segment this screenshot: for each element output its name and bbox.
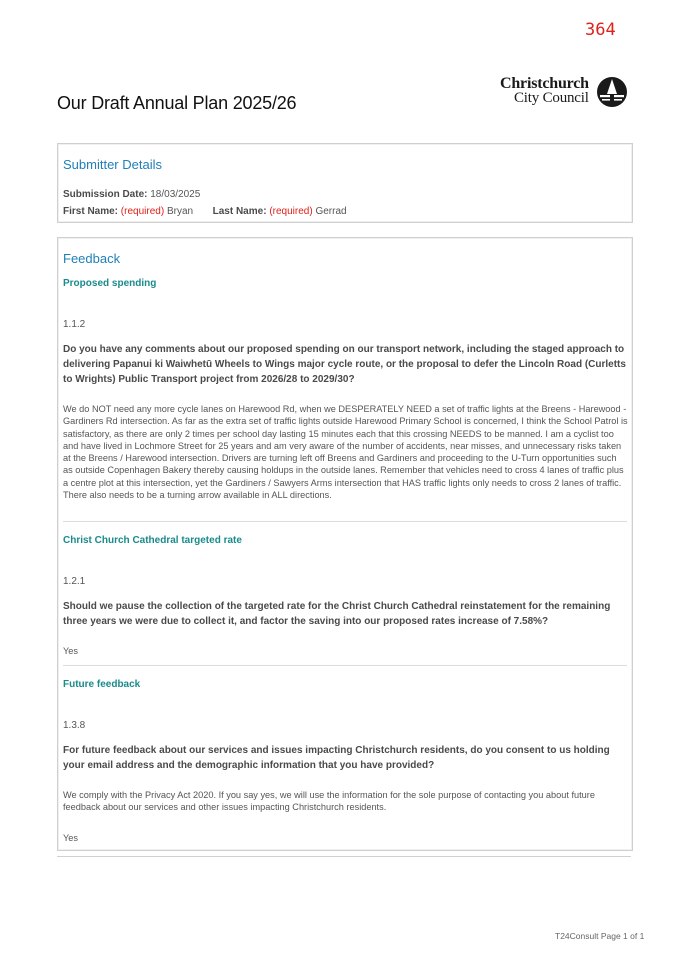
page-number: 364	[585, 20, 616, 40]
submission-date-row	[63, 189, 200, 200]
question-text: Do you have any comments about our proposed spending on our transport network, including the staged approach to delivering Papanui ki Waiwhetū Wheels to Wings major cycle route, or the proposal to defer the Lincoln Road (Curletts to Wrights) Public Transport project from 2026/28 to 2029/30?	[63, 344, 626, 385]
section-heading-proposed-spending: Proposed spending	[63, 278, 157, 289]
first-name-value: Bryan	[166, 206, 194, 217]
submitter-details-panel	[57, 143, 633, 223]
answer-text: Yes	[63, 833, 78, 843]
submission-date-value: 18/03/2025	[150, 189, 201, 200]
logo-line-2: City Council	[514, 90, 589, 106]
first-name-required: (required)	[120, 206, 165, 217]
feedback-heading: Feedback	[63, 251, 121, 266]
page-title: Our Draft Annual Plan 2025/26	[57, 93, 297, 113]
footer-divider	[57, 856, 631, 857]
section-heading-cathedral-rate: Christ Church Cathedral targeted rate	[63, 535, 242, 546]
answer-text: We do NOT need any more cycle lanes on Harewood Rd, when we DESPERATELY NEED a set of traffic lights at the Breens - Harewood - Gardiners Rd intersection. As far as the extra set of traffic lights outside Harewood Primary School is concerned, I think the School Patrol is satisfactory, as there are only 2 times per school day lasting 15 minutes each that this crossing NEEDS to be manned. I am a cyclist too and have lived in Lochmore Street for 25 years and am very aware of the number of accidents, near misses, and unnecessary risks taken at the Breens / Harewood intersection. Drivers are turning left off Breens and Gardiners and proceeding to the U-Turn opportunities such as outside Copenhagen Bakery thereby causing holdups in the outside lanes. Remember that vehicles need to cross 4 lanes of traffic plus a centre plot at this intersection, yet the Gardiners / Sawyers Arms intersection that HAS traffic lights only needs to cross 2 lanes of traffic. There also needs to be a turning arrow available in ALL directions.	[63, 404, 628, 501]
answer-text: Yes	[63, 646, 78, 656]
last-name-value: Gerrad	[315, 206, 347, 217]
feedback-panel	[57, 237, 633, 851]
question-number: 1.2.1	[63, 576, 86, 587]
council-logo	[498, 74, 628, 108]
section-divider	[63, 521, 627, 522]
question-text: Should we pause the collection of the targeted rate for the Christ Church Cathedral reinstatement for the remaining three years we were due to collect it, and factor the saving into our proposed rates increase of 7.58%?	[63, 601, 611, 627]
section-divider	[63, 665, 627, 666]
name-row	[63, 206, 347, 217]
submitter-details-heading: Submitter Details	[63, 157, 162, 172]
submission-date-label: Submission Date:	[63, 189, 148, 200]
last-name-label: Last Name:	[212, 206, 267, 217]
logo-line-1: Christchurch	[500, 75, 589, 92]
section-heading-future-feedback: Future feedback	[63, 679, 141, 690]
question-text: For future feedback about our services and issues impacting Christchurch residents, do you consent to us holding your email address and the demographic information that you have provided?	[63, 745, 610, 771]
first-name-label: First Name:	[63, 206, 119, 217]
last-name-required: (required)	[269, 206, 313, 217]
question-number: 1.1.2	[63, 319, 86, 330]
question-number: 1.3.8	[63, 720, 86, 731]
cathedral-logo-icon	[596, 76, 628, 108]
privacy-note: We comply with the Privacy Act 2020. If you say yes, we will use the information for the sole purpose of contacting you about future feedback about our services and other issues impacting Christchurch residents.	[63, 790, 595, 813]
footer-text: T24Consult Page 1 of 1	[555, 931, 645, 941]
